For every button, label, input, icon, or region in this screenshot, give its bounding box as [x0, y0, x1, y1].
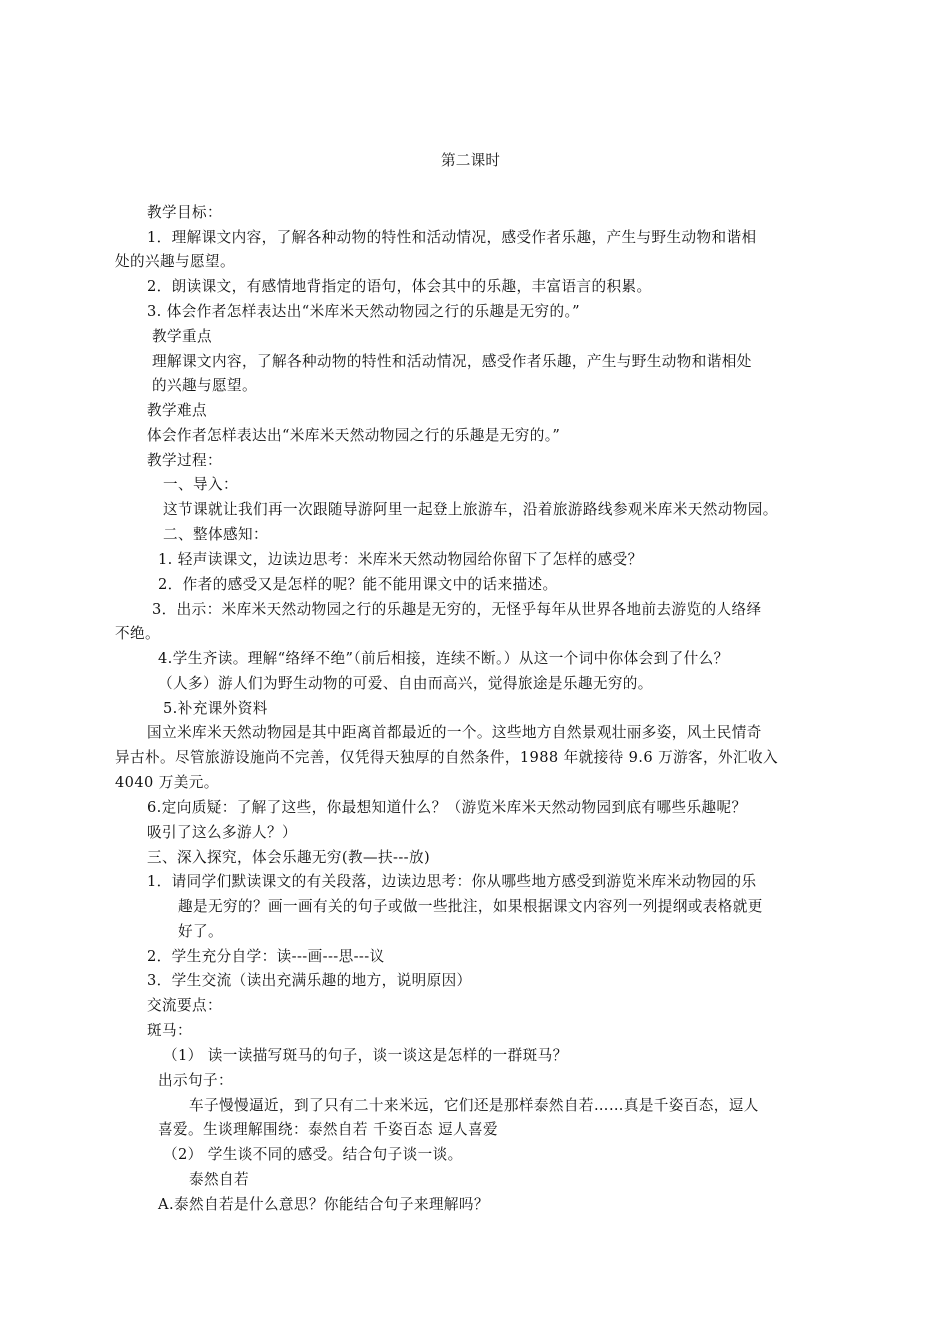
text-line: A.泰然自若是什么意思？你能结合句子来理解吗？ — [158, 1196, 489, 1213]
text-line: 出示句子： — [158, 1072, 233, 1089]
section-heading: 教学重点 — [152, 328, 212, 345]
text-line: （1） 读一读描写斑马的句子，谈一谈这是怎样的一群斑马？ — [163, 1047, 568, 1064]
section-heading: 三、深入探究，体会乐趣无穷(教—扶---放) — [147, 849, 431, 866]
text-line: 1．请同学们默读课文的有关段落，边读边思考：你从哪些地方感受到游览米库米动物园的乐 — [147, 873, 757, 890]
text-line: 2．作者的感受又是怎样的呢？能不能用课文中的话来描述。 — [158, 576, 558, 593]
text-line: 的兴趣与愿望。 — [152, 377, 257, 394]
text-line: 异古朴。尽管旅游设施尚不完善，仅凭得天独厚的自然条件，1988 年就接待 9.6 万游客，外汇收入 — [115, 749, 779, 766]
text-line: 趣是无穷的？画一画有关的句子或做一些批注，如果根据课文内容列一列提纲或表格就更 — [178, 898, 763, 915]
text-line: 2．朗读课文，有感情地背指定的语句，体会其中的乐趣，丰富语言的积累。 — [147, 278, 652, 295]
text-line: 5.补充课外资料 — [163, 700, 268, 717]
text-line: （人多）游人们为野生动物的可爱、自由而高兴，觉得旅途是乐趣无穷的。 — [158, 675, 653, 692]
text-line: 喜爱。生谈理解围绕：泰然自若 千姿百态 逗人喜爱 — [158, 1121, 498, 1138]
text-line: 3. 体会作者怎样表达出“米库米天然动物园之行的乐趣是无穷的。” — [147, 303, 581, 320]
text-line: 国立米库米天然动物园是其中距离首都最近的一个。这些地方自然景观壮丽多姿，风土民情奇 — [147, 724, 762, 741]
text-line: 处的兴趣与愿望。 — [115, 253, 235, 270]
text-line: 交流要点： — [147, 997, 222, 1014]
text-line: 4040 万美元。 — [115, 774, 219, 791]
page-title: 第二课时 — [441, 152, 501, 169]
text-line: 体会作者怎样表达出“米库米天然动物园之行的乐趣是无穷的。” — [147, 427, 561, 444]
text-line: 不绝。 — [115, 625, 160, 642]
section-heading: 教学过程： — [147, 452, 222, 469]
section-heading: 二、整体感知： — [163, 526, 268, 543]
text-line: 6.定向质疑：了解了这些，你最想知道什么？（游览米库米天然动物园到底有哪些乐趣呢？ — [147, 799, 747, 816]
text-line: 4.学生齐读。理解“络绎不绝”（前后相接，连续不断。）从这一个词中你体会到了什么？ — [158, 650, 729, 667]
text-line: 吸引了这么多游人？） — [147, 824, 297, 841]
text-line: 泰然自若 — [189, 1171, 249, 1188]
section-heading: 一、导入： — [163, 476, 238, 493]
text-line: 这节课就让我们再一次跟随导游阿里一起登上旅游车，沿着旅游路线参观米库米天然动物园。 — [163, 501, 778, 518]
section-heading: 教学难点 — [147, 402, 207, 419]
text-line: （2） 学生谈不同的感受。结合句子谈一谈。 — [163, 1146, 463, 1163]
text-line: 1．理解课文内容，了解各种动物的特性和活动情况，感受作者乐趣，产生与野生动物和谐相 — [147, 229, 757, 246]
text-line: 2．学生充分自学：读---画---思---议 — [147, 948, 385, 965]
text-line: 车子慢慢逼近，到了只有二十来米远，它们还是那样泰然自若……真是千姿百态，逗人 — [189, 1097, 759, 1114]
text-line: 理解课文内容，了解各种动物的特性和活动情况，感受作者乐趣，产生与野生动物和谐相处 — [152, 353, 752, 370]
text-line: 3．学生交流（读出充满乐趣的地方，说明原因） — [147, 972, 472, 989]
text-line: 3．出示：米库米天然动物园之行的乐趣是无穷的，无怪乎每年从世界各地前去游览的人络绎 — [152, 601, 762, 618]
text-line: 好了。 — [178, 923, 223, 940]
text-line: 1. 轻声读课文，边读边思考：米库米天然动物园给你留下了怎样的感受？ — [158, 551, 643, 568]
text-line: 教学目标： — [147, 204, 222, 221]
text-line: 斑马： — [147, 1022, 192, 1039]
